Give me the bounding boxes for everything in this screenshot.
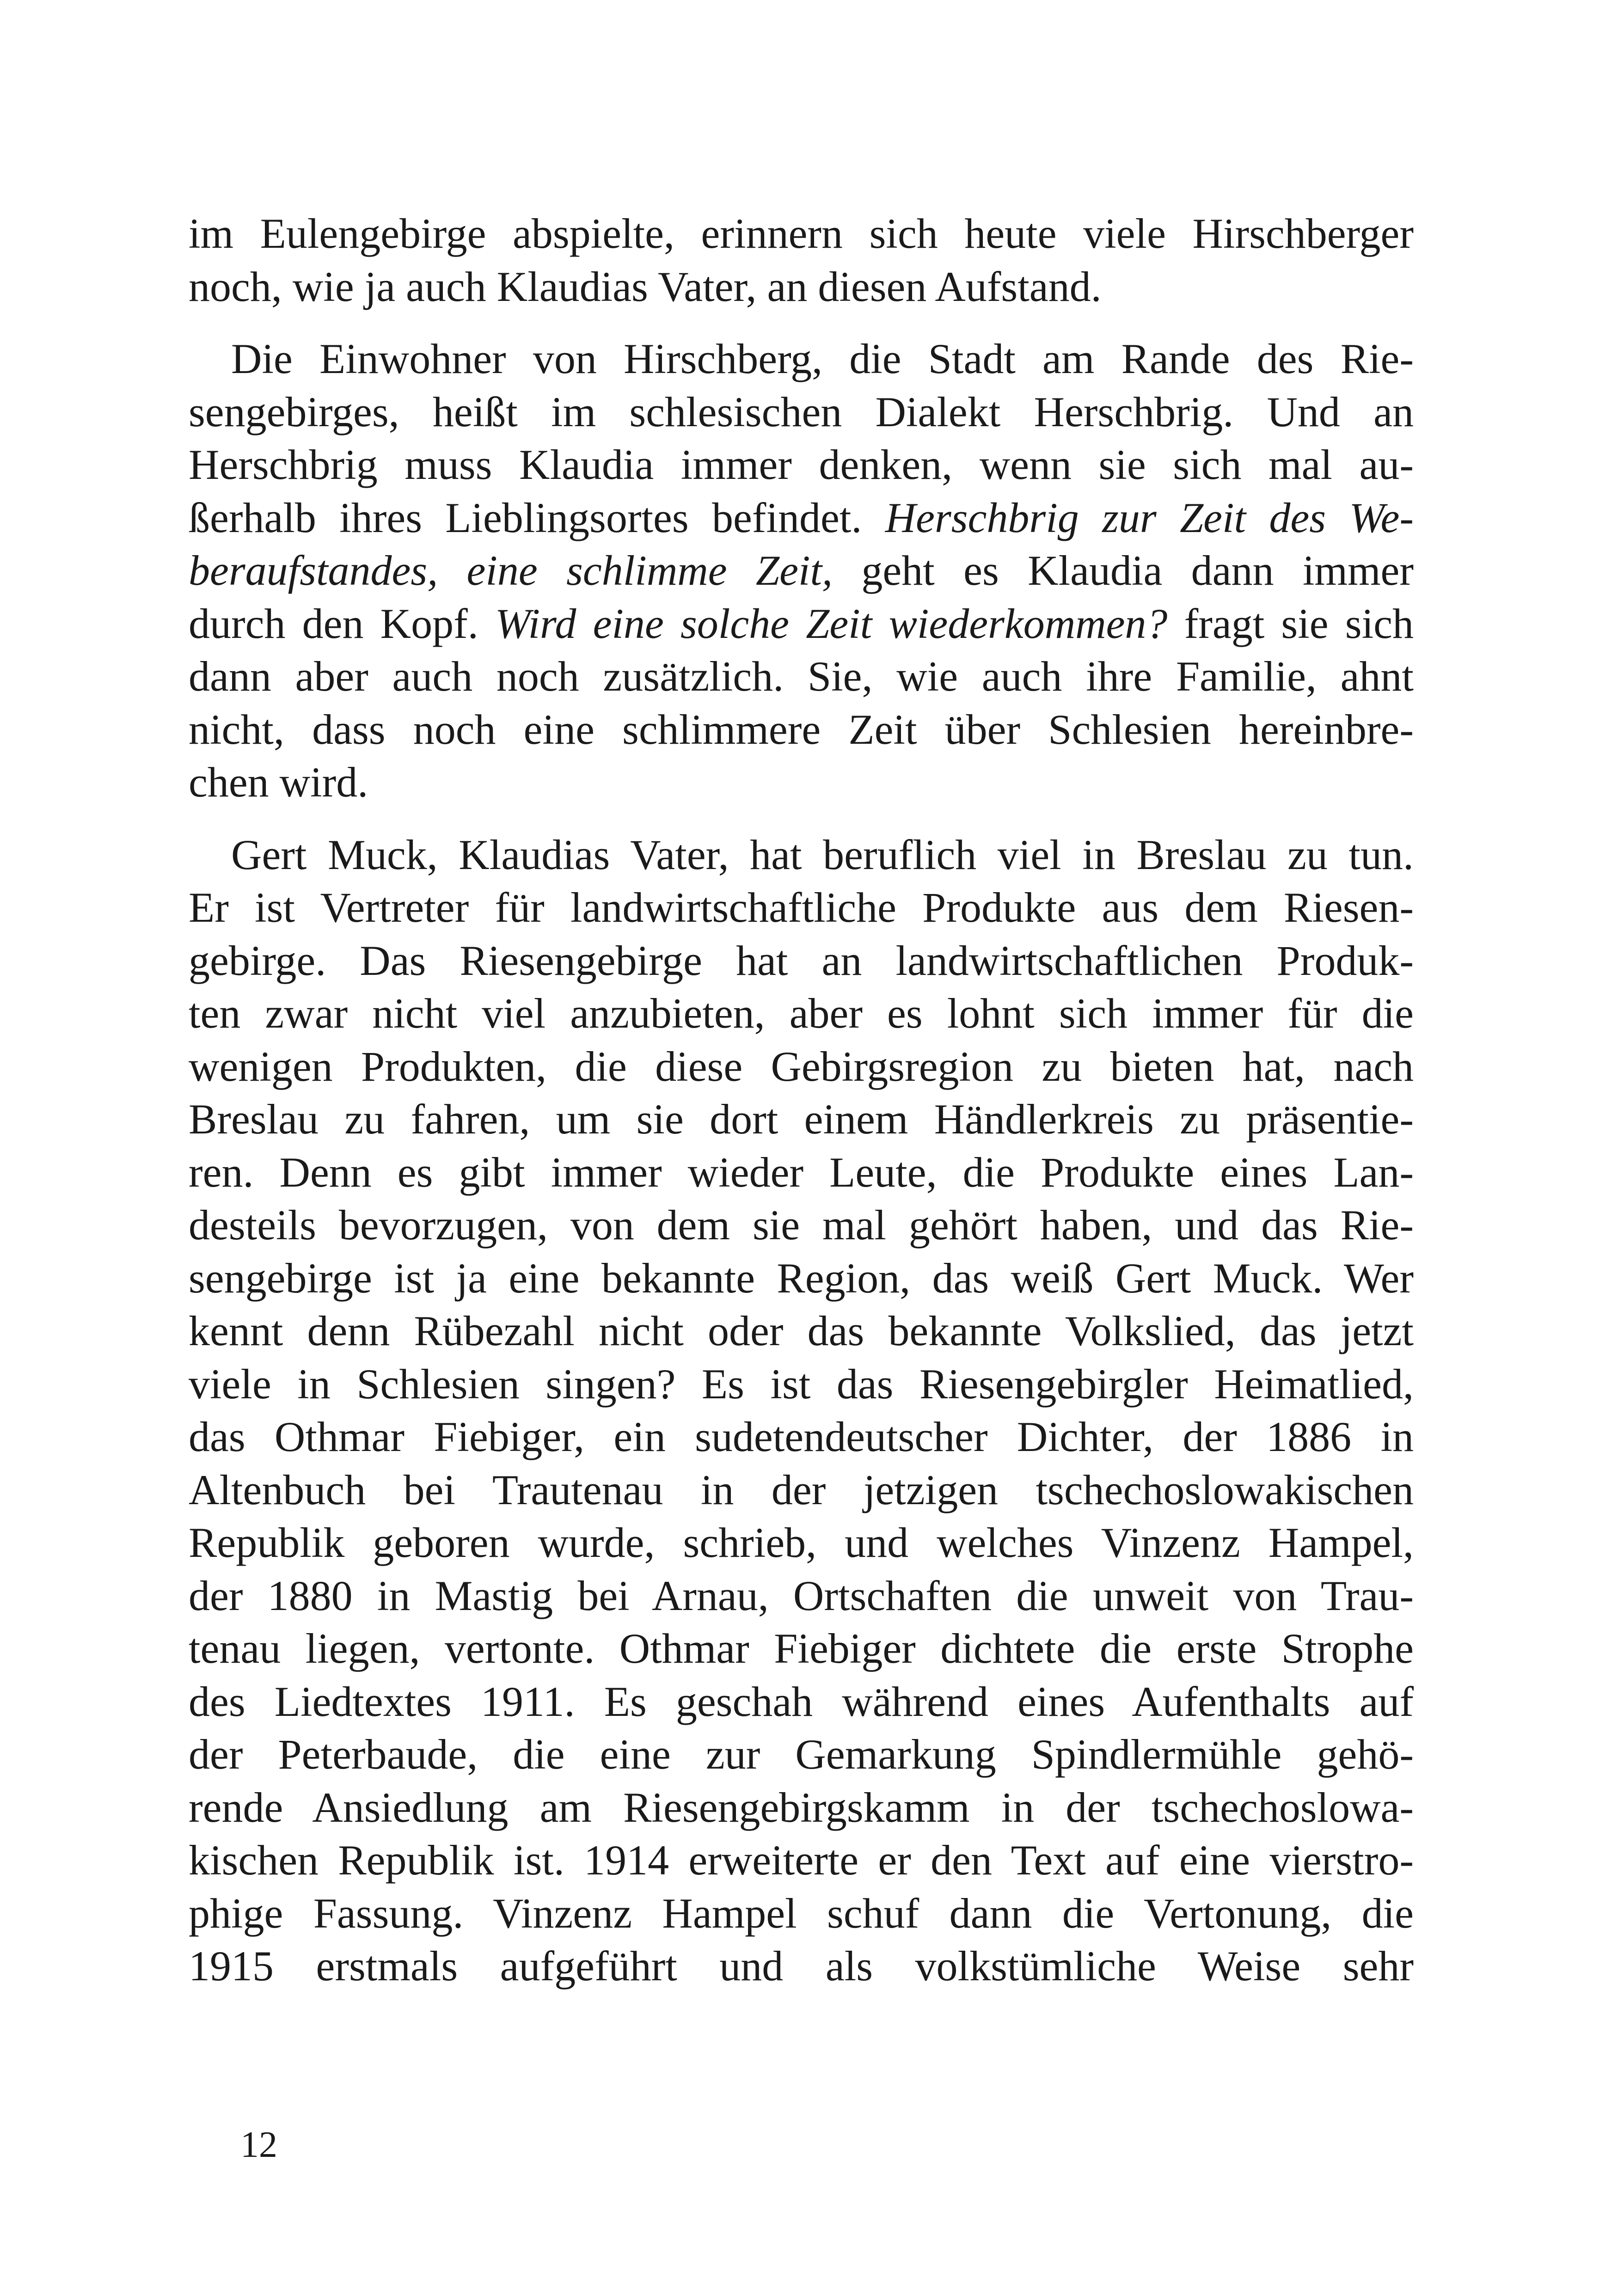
paragraph bbox=[189, 828, 1414, 1993]
text-run: wenigen Produkten, die diese Gebirgsregion zu bieten hat, nach bbox=[189, 1042, 1414, 1090]
text-run: Er ist Vertreter für landwirtschaftliche Produkte aus dem Riesen- bbox=[189, 884, 1414, 931]
text-line bbox=[189, 1781, 1414, 1834]
text-run: der Peterbaude, die eine zur Gemarkung Spindlermühle gehö- bbox=[189, 1731, 1414, 1778]
text-line bbox=[189, 881, 1414, 934]
text-line bbox=[189, 1252, 1414, 1305]
paragraph bbox=[189, 207, 1414, 313]
italic-text: Wird eine solche Zeit wiederkommen? bbox=[495, 600, 1168, 647]
text-run: Breslau zu fahren, um sie dort einem Händlerkreis zu präsentie- bbox=[189, 1096, 1414, 1143]
text-run: sengebirges, heißt im schlesischen Dialekt Herschbrig. Und an bbox=[189, 388, 1414, 435]
text-run: 1915 erstmals aufgeführt und als volkstümliche Weise sehr bbox=[189, 1942, 1414, 1990]
text-run: sengebirge ist ja eine bekannte Region, das weiß Gert Muck. Wer bbox=[189, 1254, 1414, 1302]
text-run: rende Ansiedlung am Riesengebirgskamm in der tschechoslowa- bbox=[189, 1783, 1414, 1831]
text-line bbox=[189, 934, 1414, 987]
italic-text: beraufstandes, eine schlimme Zeit, bbox=[189, 547, 833, 594]
text-line bbox=[189, 207, 1414, 260]
text-run: dann aber auch noch zusätzlich. Sie, wie auch ihre Familie, ahnt bbox=[189, 653, 1414, 700]
text-line bbox=[189, 1516, 1414, 1569]
text-run: noch, wie ja auch Klaudias Vater, an diesen Aufstand. bbox=[189, 263, 1102, 310]
text-run: durch den Kopf. bbox=[189, 600, 495, 647]
text-line bbox=[189, 1940, 1414, 1993]
text-run: desteils bevorzugen, von dem sie mal gehört haben, und das Rie- bbox=[189, 1201, 1414, 1249]
text-line bbox=[189, 1304, 1414, 1358]
text-run: fragt sie sich bbox=[1167, 600, 1414, 647]
text-line bbox=[189, 650, 1414, 703]
text-line bbox=[189, 1093, 1414, 1146]
text-run: chen wird. bbox=[189, 759, 368, 806]
text-line bbox=[189, 544, 1414, 597]
text-line bbox=[189, 1146, 1414, 1199]
text-line bbox=[189, 1410, 1414, 1463]
text-line bbox=[189, 260, 1414, 313]
text-line bbox=[189, 438, 1414, 491]
text-run: der 1880 in Mastig bei Arnau, Ortschaften die unweit von Trau- bbox=[189, 1572, 1414, 1619]
text-line bbox=[189, 987, 1414, 1040]
text-run: kennt denn Rübezahl nicht oder das bekannte Volkslied, das jetzt bbox=[189, 1307, 1414, 1354]
text-run: im Eulengebirge abspielte, erinnern sich heute viele Hirschberger bbox=[189, 210, 1414, 257]
italic-text: Herschbrig zur Zeit des We- bbox=[885, 494, 1414, 541]
text-line bbox=[189, 597, 1414, 650]
text-run: Die Einwohner von Hirschberg, die Stadt am Rande des Rie- bbox=[231, 335, 1414, 382]
paragraph bbox=[189, 332, 1414, 809]
text-run: gebirge. Das Riesengebirge hat an landwirtschaftlichen Produk- bbox=[189, 937, 1414, 984]
text-run: das Othmar Fiebiger, ein sudetendeutscher Dichter, der 1886 in bbox=[189, 1413, 1414, 1460]
text-run: phige Fassung. Vinzenz Hampel schuf dann die Vertonung, die bbox=[189, 1889, 1414, 1937]
text-run: Gert Muck, Klaudias Vater, hat beruflich viel in Breslau zu tun. bbox=[231, 831, 1414, 878]
text-run: ten zwar nicht viel anzubieten, aber es lohnt sich immer für die bbox=[189, 990, 1414, 1037]
text-line bbox=[189, 1463, 1414, 1517]
text-run: nicht, dass noch eine schlimmere Zeit über Schlesien hereinbre- bbox=[189, 705, 1414, 753]
text-run: tenau liegen, vertonte. Othmar Fiebiger dichtete die erste Strophe bbox=[189, 1625, 1414, 1672]
text-run: Republik geboren wurde, schrieb, und welches Vinzenz Hampel, bbox=[189, 1519, 1414, 1566]
text-run: ren. Denn es gibt immer wieder Leute, die Produkte eines Lan- bbox=[189, 1148, 1414, 1196]
text-line bbox=[189, 1622, 1414, 1675]
text-line bbox=[189, 1040, 1414, 1093]
text-line bbox=[189, 1199, 1414, 1252]
text-line bbox=[189, 828, 1414, 882]
text-line bbox=[189, 1358, 1414, 1411]
text-line bbox=[189, 1887, 1414, 1940]
text-run: ßerhalb ihres Lieblingsortes befindet. bbox=[189, 494, 885, 541]
text-line bbox=[189, 1728, 1414, 1781]
text-line bbox=[189, 491, 1414, 545]
text-run: des Liedtextes 1911. Es geschah während eines Aufenthalts auf bbox=[189, 1678, 1414, 1725]
text-line bbox=[189, 1569, 1414, 1623]
text-run: viele in Schlesien singen? Es ist das Riesengebirgler Heimatlied, bbox=[189, 1360, 1414, 1408]
text-line bbox=[189, 703, 1414, 756]
body-text bbox=[189, 207, 1414, 2012]
text-line bbox=[189, 1675, 1414, 1728]
text-line bbox=[189, 332, 1414, 386]
text-line bbox=[189, 386, 1414, 439]
text-line bbox=[189, 756, 1414, 809]
text-run: kischen Republik ist. 1914 erweiterte er den Text auf eine vierstro- bbox=[189, 1837, 1414, 1884]
text-run: geht es Klaudia dann immer bbox=[833, 547, 1414, 594]
text-run: Herschbrig muss Klaudia immer denken, wenn sie sich mal au- bbox=[189, 441, 1414, 488]
text-run: Altenbuch bei Trautenau in der jetzigen tschechoslowakischen bbox=[189, 1466, 1414, 1513]
page-number: 12 bbox=[240, 2125, 277, 2165]
text-line bbox=[189, 1834, 1414, 1887]
